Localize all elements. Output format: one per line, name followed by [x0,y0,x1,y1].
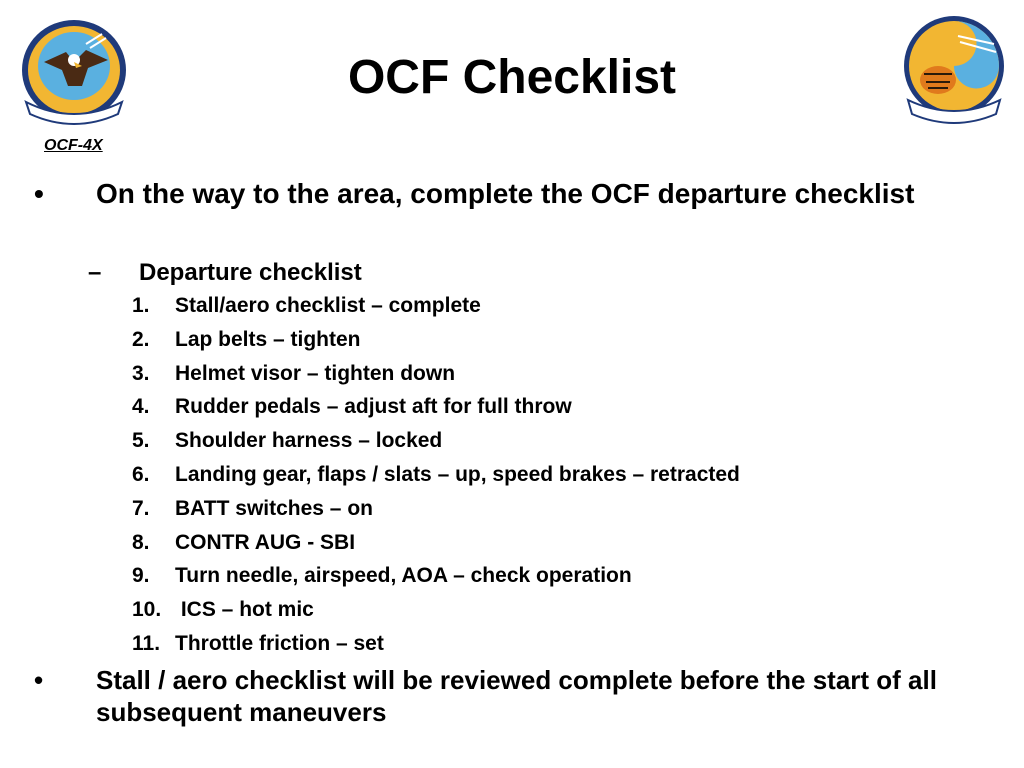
step-text: Landing gear, flaps / slats – up, speed brakes – retracted [175,462,740,486]
checklist-step [132,495,740,529]
sub-bullet-text: Departure checklist [139,259,362,286]
step-text: CONTR AUG - SBI [175,530,356,554]
step-number: 11. [132,631,161,655]
sub-bullet-marker: – [88,259,102,286]
sub-bullet-departure-checklist [88,258,362,288]
checklist-steps [132,292,740,664]
step-number: 6. [132,462,150,486]
step-number: 2. [132,327,150,351]
bullet-departure-checklist [34,176,994,212]
bullet-text: Stall / aero checklist will be reviewed complete before the start of all subsequent maneuvers [96,665,937,727]
bullet-marker: • [34,178,44,209]
step-number: 8. [132,530,150,554]
step-number: 9. [132,564,150,588]
checklist-step [132,292,740,326]
checklist-step [132,360,740,394]
step-text: Shoulder harness – locked [175,429,443,453]
step-text: Turn needle, airspeed, AOA – check operation [175,564,632,588]
step-number: 5. [132,429,150,453]
step-number: 4. [132,395,150,419]
checklist-step [132,596,740,630]
checklist-step [132,393,740,427]
step-text: Stall/aero checklist – complete [175,294,481,317]
step-text: Lap belts – tighten [175,327,361,351]
slide-title: OCF Checklist [347,51,677,104]
bullet-text: On the way to the area, complete the OCF departure checklist [96,178,915,209]
step-text: ICS – hot mic [175,598,314,622]
step-text: Helmet visor – tighten down [175,361,456,385]
step-number: 1. [132,294,150,317]
checklist-step [132,562,740,596]
checklist-step [132,326,740,360]
step-number: 10. [132,598,162,622]
checklist-step [132,630,740,664]
bullet-marker: • [34,665,44,695]
checklist-step [132,427,740,461]
step-text: Throttle friction – set [175,631,384,655]
step-number: 7. [132,496,150,520]
course-code-label: OCF-4X [44,137,103,154]
checklist-step [132,461,740,495]
step-text: BATT switches – on [175,496,373,520]
checklist-step [132,529,740,563]
bullet-stall-aero-review [34,664,994,728]
step-text: Rudder pedals – adjust aft for full throw [175,395,572,419]
step-number: 3. [132,361,150,385]
